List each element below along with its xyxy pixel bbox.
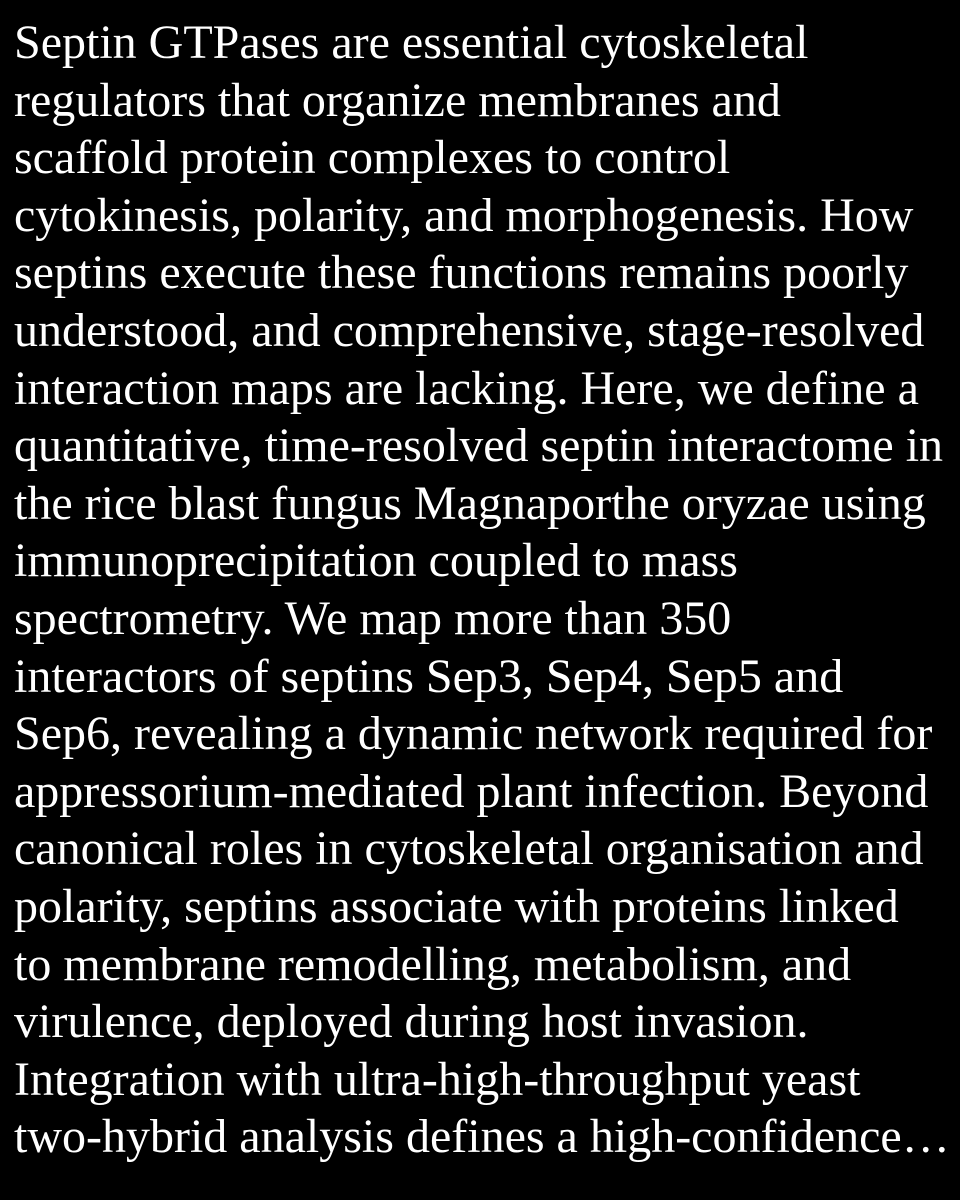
abstract-line: interactors of septins Sep3, Sep4, Sep5 and [14,649,844,703]
abstract-line: immunoprecipitation coupled to mass [14,534,738,588]
abstract-line: canonical roles in cytoskeletal organisation and [14,822,924,876]
abstract-line: the rice blast fungus Magnaporthe oryzae using [14,476,926,530]
abstract-line: Integration with ultra-high-throughput yeast [14,1052,861,1106]
abstract-text [14,14,954,1166]
abstract-line: interaction maps are lacking. Here, we define a [14,361,919,415]
abstract-line: to membrane remodelling, metabolism, and [14,937,852,991]
abstract-line: polarity, septins associate with proteins linked [14,879,899,933]
abstract-line: cytokinesis, polarity, and morphogenesis. How [14,188,914,242]
abstract-line: understood, and comprehensive, stage-resolved [14,303,925,357]
abstract-line: quantitative, time-resolved septin interactome in [14,419,944,473]
abstract-line: septins execute these functions remains poorly [14,246,909,300]
abstract-line: appressorium-mediated plant infection. Beyond [14,764,929,818]
abstract-line: virulence, deployed during host invasion. [14,995,809,1049]
abstract-line: scaffold protein complexes to control [14,131,731,185]
abstract-line: Septin GTPases are essential cytoskeletal [14,16,809,69]
abstract-line: regulators that organize membranes and [14,73,781,127]
abstract-line: two-hybrid analysis defines a high-confidence… [14,1110,950,1164]
abstract-line: Sep6, revealing a dynamic network required for [14,707,933,761]
abstract-line: spectrometry. We map more than 350 [14,591,732,645]
